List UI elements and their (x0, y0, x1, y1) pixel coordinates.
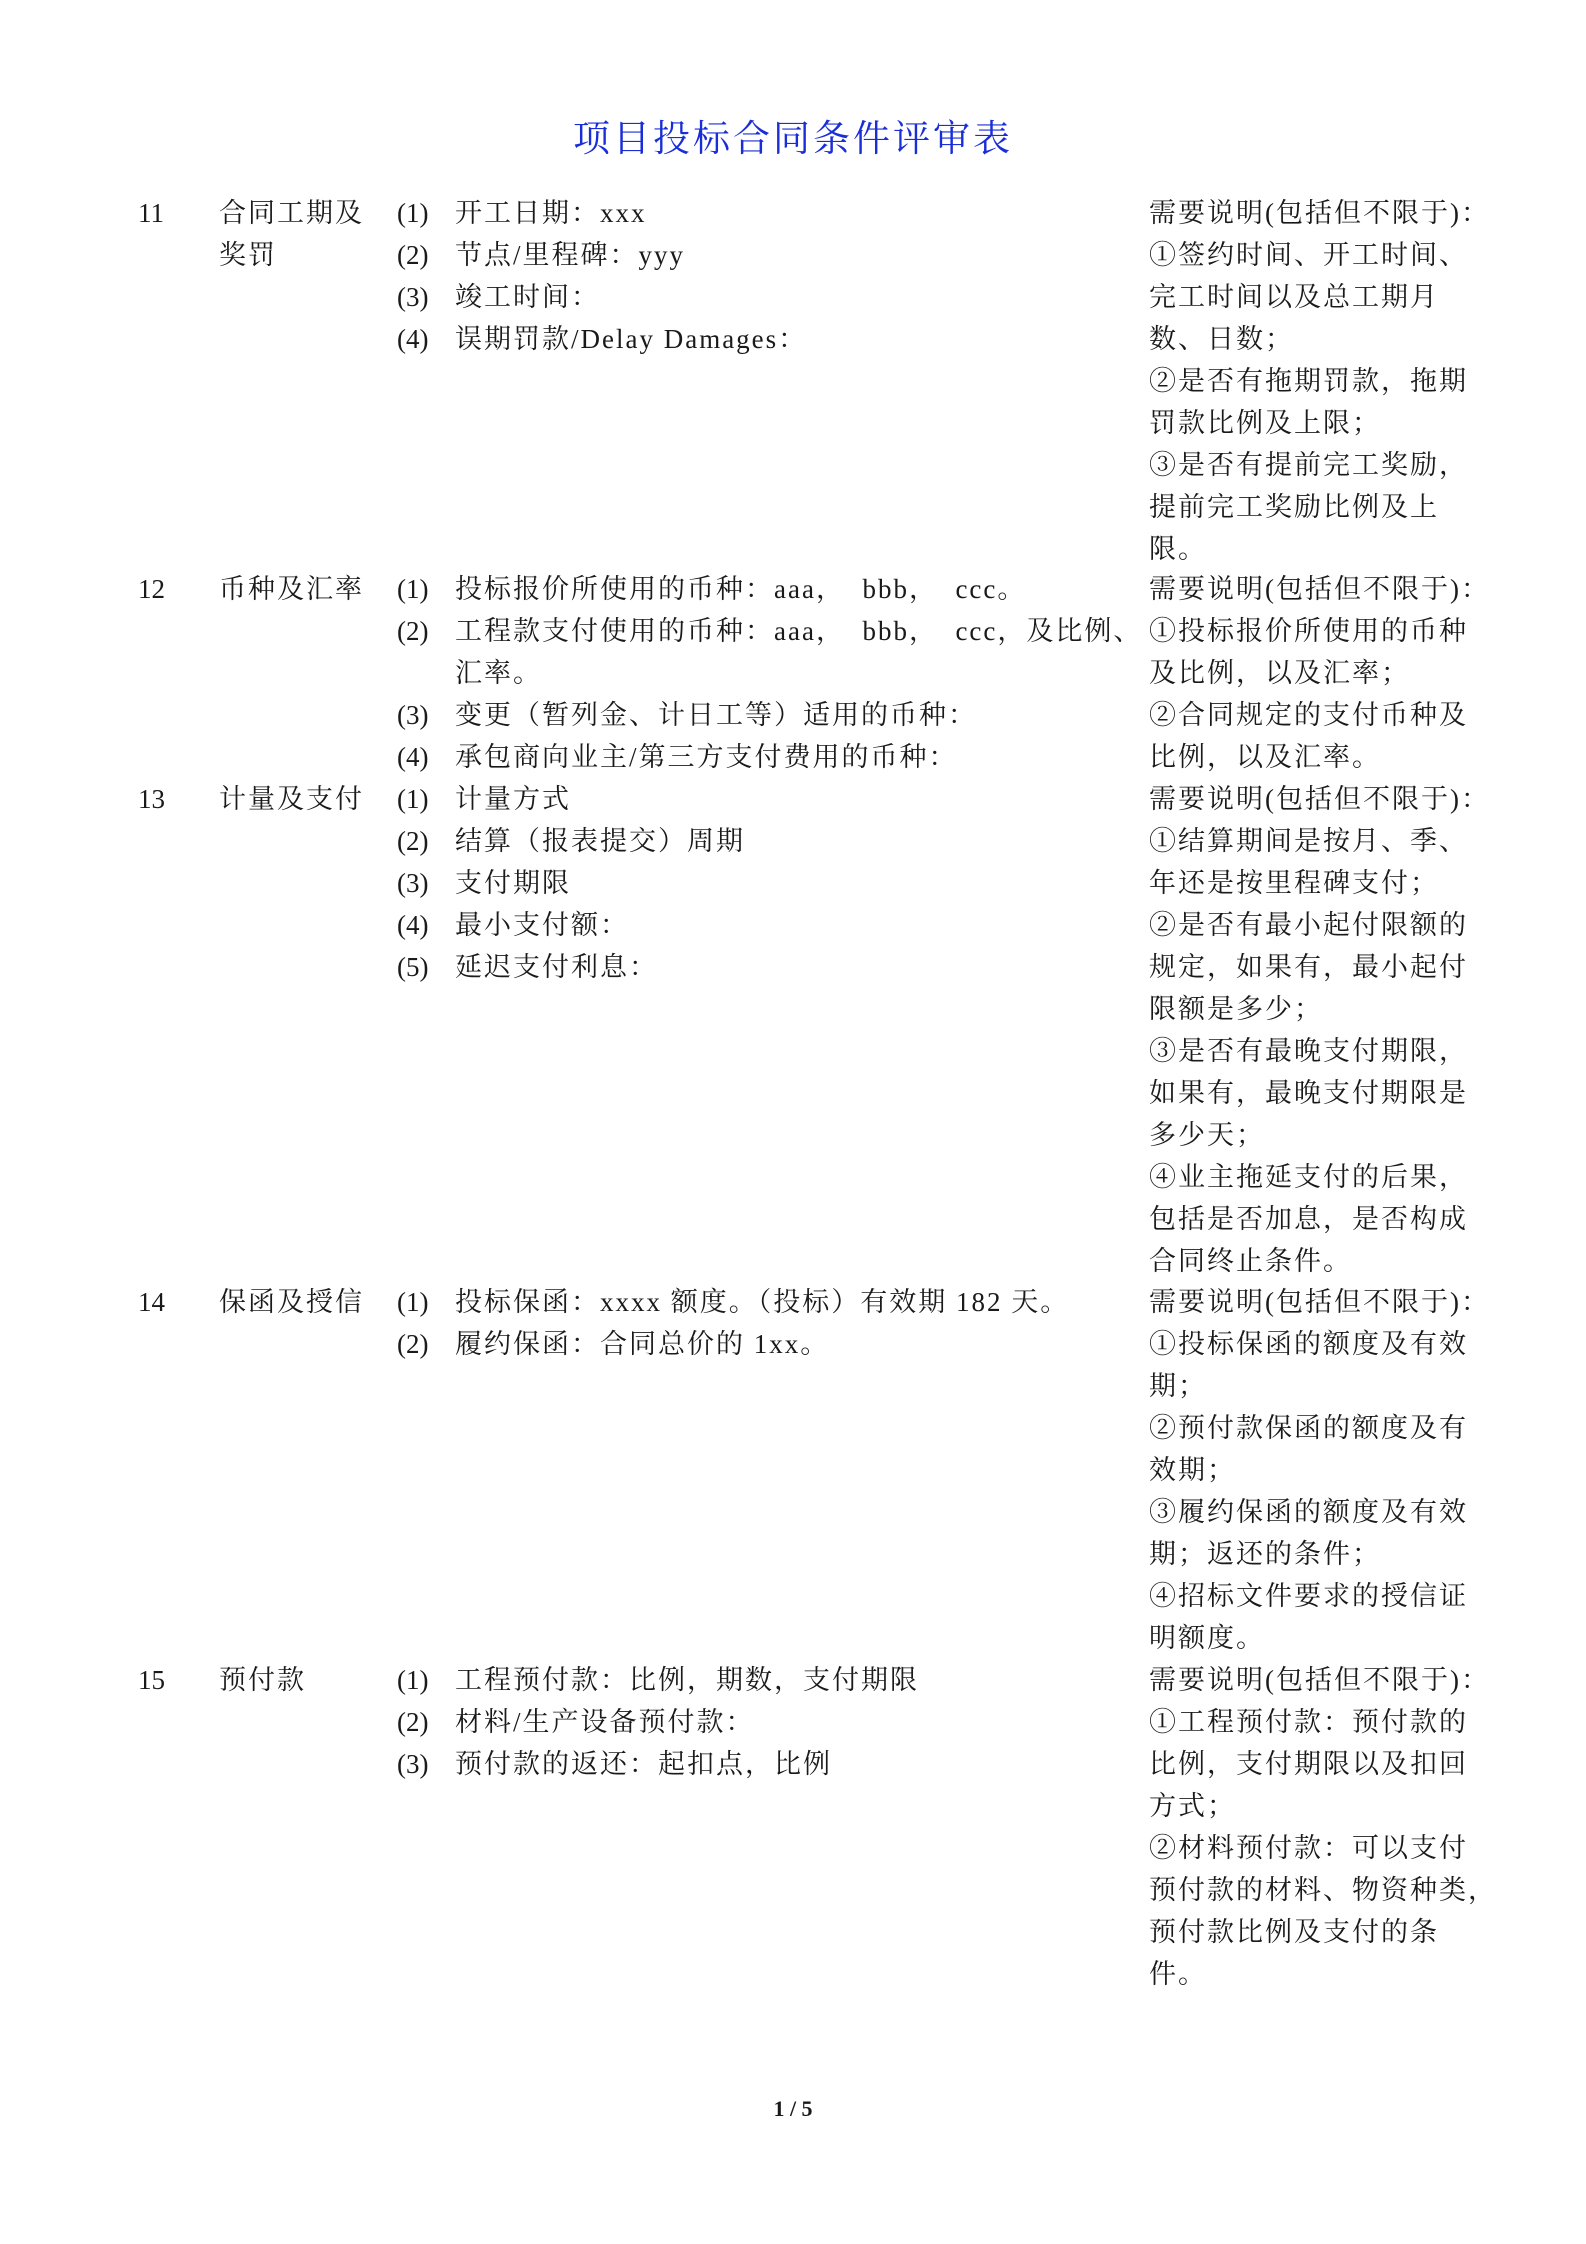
note-line: ④业主拖延支付的后果， (1149, 1162, 1468, 1192)
note-line: 比例，支付期限以及扣回 (1149, 1749, 1468, 1779)
note-line: 限额是多少； (1149, 994, 1323, 1024)
item-text: 支付期限 (455, 868, 571, 898)
item-index: (5) (397, 952, 429, 982)
item-index: (1) (397, 784, 429, 814)
list-item (397, 234, 1137, 276)
note-line: 包括是否加息，是否构成 (1149, 1204, 1468, 1234)
item-index: (4) (397, 324, 429, 354)
note-line: 多少天； (1149, 1120, 1265, 1150)
row-label (219, 1281, 369, 1323)
item-text: 履约保函：合同总价的 1xx。 (455, 1329, 830, 1359)
note-line: ①投标报价所使用的币种 (1149, 616, 1468, 646)
row-label (219, 1659, 369, 1701)
row-label-line: 币种及汇率 (219, 574, 364, 604)
row-label (219, 192, 369, 276)
item-index: (4) (397, 742, 429, 772)
row-number: 14 (138, 1287, 165, 1317)
item-text: 材料/生产设备预付款： (455, 1707, 755, 1737)
row-items (397, 778, 1137, 988)
note-line: 预付款比例及支付的条 (1149, 1917, 1439, 1947)
note-line: 及比例，以及汇率； (1149, 658, 1410, 688)
item-index (397, 652, 455, 694)
item-text: 开工日期：xxx (455, 198, 647, 228)
row-notes (1149, 1659, 1509, 1995)
row-notes (1149, 192, 1509, 570)
item-text: 最小支付额： (455, 910, 629, 940)
item-index: (3) (397, 282, 429, 312)
row-label (219, 778, 369, 820)
note-line: 合同终止条件。 (1149, 1246, 1352, 1276)
row-label-line: 合同工期及 (219, 198, 364, 228)
item-text: 节点/里程碑：yyy (455, 240, 686, 270)
list-item (397, 1281, 1137, 1323)
item-index: (3) (397, 1749, 429, 1779)
item-text: 误期罚款/Delay Damages： (455, 324, 808, 354)
row-notes (1149, 778, 1509, 1282)
note-line: 需要说明(包括但不限于)： (1149, 1287, 1490, 1317)
note-line: 提前完工奖励比例及上 (1149, 492, 1439, 522)
item-text: 承包商向业主/第三方支付费用的币种： (455, 742, 958, 772)
note-line: 年还是按里程碑支付； (1149, 868, 1439, 898)
note-line: 限。 (1149, 534, 1207, 564)
note-line: ②是否有最小起付限额的 (1149, 910, 1468, 940)
item-text: 汇率。 (455, 658, 542, 688)
list-item (397, 862, 1137, 904)
note-line: ③履约保函的额度及有效 (1149, 1497, 1468, 1527)
item-index: (1) (397, 198, 429, 228)
note-line: 件。 (1149, 1959, 1207, 1989)
item-text: 竣工时间： (455, 282, 600, 312)
list-item (397, 610, 1143, 652)
page-number: 1 / 5 (773, 2096, 813, 2121)
list-item (397, 1659, 1137, 1701)
note-line: 数、日数； (1149, 324, 1294, 354)
item-index: (2) (397, 616, 429, 646)
note-line: 如果有，最晚支付期限是 (1149, 1078, 1468, 1108)
note-line: 效期； (1149, 1455, 1236, 1485)
item-index: (3) (397, 700, 429, 730)
list-item (397, 1701, 1137, 1743)
note-line: ①投标保函的额度及有效 (1149, 1329, 1468, 1359)
list-item (397, 946, 1137, 988)
note-line: 罚款比例及上限； (1149, 408, 1381, 438)
note-line: ①工程预付款：预付款的 (1149, 1707, 1468, 1737)
item-index: (2) (397, 826, 429, 856)
item-index: (1) (397, 1287, 429, 1317)
item-text: 计量方式 (455, 784, 571, 814)
list-item (397, 276, 1137, 318)
document-title: 项目投标合同条件评审表 (573, 119, 1013, 160)
note-line: ③是否有提前完工奖励， (1149, 450, 1468, 480)
row-label-line: 奖罚 (219, 240, 277, 270)
row-label-line: 保函及授信 (219, 1287, 364, 1317)
row-items (397, 568, 1143, 778)
list-item (397, 820, 1137, 862)
note-line: 需要说明(包括但不限于)： (1149, 784, 1490, 814)
note-line: 明额度。 (1149, 1623, 1265, 1653)
list-item (397, 1323, 1137, 1365)
row-notes (1149, 568, 1509, 778)
list-item (397, 652, 1137, 694)
note-line: ②是否有拖期罚款，拖期 (1149, 366, 1468, 396)
item-index: (3) (397, 868, 429, 898)
list-item (397, 736, 1137, 778)
list-item (397, 192, 1137, 234)
note-line: ①签约时间、开工时间、 (1149, 240, 1468, 270)
note-line: 需要说明(包括但不限于)： (1149, 1665, 1490, 1695)
item-index: (1) (397, 1665, 429, 1695)
note-line: 需要说明(包括但不限于)： (1149, 198, 1490, 228)
note-line: 规定，如果有，最小起付 (1149, 952, 1468, 982)
row-notes (1149, 1281, 1509, 1659)
note-line: 比例，以及汇率。 (1149, 742, 1381, 772)
note-line: ①结算期间是按月、季、 (1149, 826, 1468, 856)
item-index: (4) (397, 910, 429, 940)
list-item (397, 318, 1137, 360)
item-index: (2) (397, 240, 429, 270)
note-line: 预付款的材料、物资种类， (1149, 1875, 1497, 1905)
note-line: ④招标文件要求的授信证 (1149, 1581, 1468, 1611)
list-item (397, 904, 1137, 946)
row-items (397, 1659, 1137, 1785)
note-line: 需要说明(包括但不限于)： (1149, 574, 1490, 604)
note-line: 期；返还的条件； (1149, 1539, 1381, 1569)
item-text: 工程款支付使用的币种：aaa， bbb， ccc，及比例、 (455, 616, 1143, 646)
item-text: 变更（暂列金、计日工等）适用的币种： (455, 700, 977, 730)
list-item (397, 694, 1137, 736)
item-index: (2) (397, 1329, 429, 1359)
item-text: 投标保函：xxxx 额度。（投标）有效期 182 天。 (455, 1287, 1070, 1317)
item-text: 延迟支付利息： (455, 952, 658, 982)
row-number: 15 (138, 1665, 165, 1695)
note-line: 期； (1149, 1371, 1207, 1401)
row-items (397, 1281, 1137, 1365)
note-line: ②材料预付款：可以支付 (1149, 1833, 1468, 1863)
item-index: (1) (397, 574, 429, 604)
row-label (219, 568, 369, 610)
note-line: ③是否有最晚支付期限， (1149, 1036, 1468, 1066)
row-items (397, 192, 1137, 360)
list-item (397, 568, 1137, 610)
row-number: 12 (138, 574, 165, 604)
row-label-line: 预付款 (219, 1665, 306, 1695)
note-line: ②合同规定的支付币种及 (1149, 700, 1468, 730)
list-item (397, 778, 1137, 820)
item-text: 投标报价所使用的币种：aaa， bbb， ccc。 (455, 574, 1027, 604)
item-index: (2) (397, 1707, 429, 1737)
row-number: 13 (138, 784, 165, 814)
note-line: ②预付款保函的额度及有 (1149, 1413, 1468, 1443)
note-line: 方式； (1149, 1791, 1236, 1821)
list-item (397, 1743, 1137, 1785)
row-number: 11 (138, 198, 164, 228)
item-text: 结算（报表提交）周期 (455, 826, 745, 856)
item-text: 工程预付款：比例，期数，支付期限 (455, 1665, 919, 1695)
row-label-line: 计量及支付 (219, 784, 364, 814)
note-line: 完工时间以及总工期月 (1149, 282, 1439, 312)
item-text: 预付款的返还：起扣点，比例 (455, 1749, 832, 1779)
